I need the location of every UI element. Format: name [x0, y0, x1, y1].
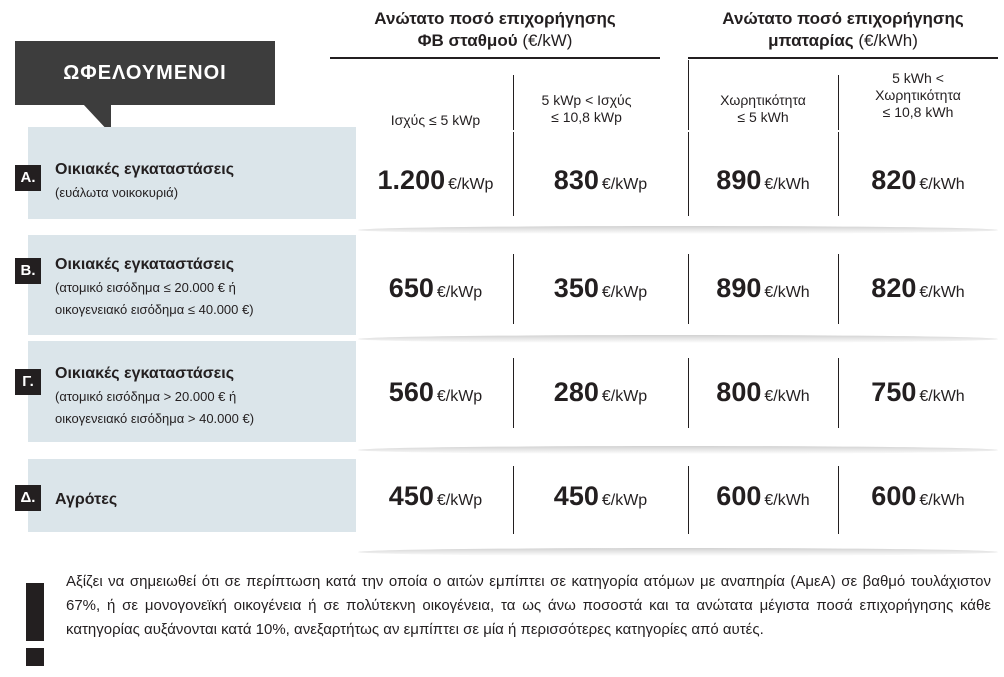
exclamation-icon [26, 583, 44, 641]
row-separator [358, 446, 998, 454]
row-c-badge: Γ. [15, 369, 41, 395]
divider-group-header [688, 60, 689, 130]
value-a-pv-small: 1.200 €/kWp [377, 165, 494, 195]
value-b-pv-large: 350 €/kWp [553, 273, 648, 303]
col-header-battery-large: 5 kWh < Χωρητικότητα ≤ 10,8 kWh [875, 70, 961, 120]
value-a-pv-large: 830 €/kWp [553, 165, 648, 195]
battery-group-title-line2: μπαταρίας [768, 31, 854, 50]
divider-battery-header [838, 75, 839, 130]
value-c-pv-small: 560 €/kWp [388, 377, 483, 407]
row-d-title: Αγρότες [55, 491, 118, 508]
row-b-sub2: οικογενειακό εισόδημα ≤ 40.000 €) [55, 302, 254, 317]
row-separator [358, 548, 998, 556]
footnote: Αξίζει να σημειωθεί ότι σε περίπτωση κατά την οποία ο αιτών εμπίπτει σε κατηγορία ατόμων με αναπηρία (ΑμεΑ) σε βαθμό τουλάχιστον 67%, ή σε μονογονεϊκή οικογένεια ή σε πολύτεκνη οικογένεια, τα ως άνω ποσοστά και τα ανώτατα μέγιστα ποσά επιχορήγησης κάθε κατηγορίας αυξάνονται κατά 10%, ανεξαρτήτως αν εμπίπτει σε μία ή περισσότερες κατηγορίες από αυτές. [66, 573, 991, 638]
battery-group-unit: (€/kWh) [858, 31, 918, 50]
value-d-battery-small: 600 €/kWh [716, 481, 810, 511]
battery-group-title [688, 8, 998, 52]
col-header-battery-small: Χωρητικότητα ≤ 5 kWh [720, 92, 806, 125]
value-c-pv-large: 280 €/kWp [553, 377, 648, 407]
row-a-sub: (ευάλωτα νοικοκυριά) [55, 185, 179, 200]
value-a-battery-small: 890 €/kWh [716, 165, 810, 195]
row-c-sub1: (ατομικό εισόδημα > 20.000 € ή [55, 389, 237, 404]
pv-group-rule [330, 57, 660, 59]
col-header-pv-small: Ισχύς ≤ 5 kWp [390, 112, 481, 128]
pv-group-unit: (€/kW) [522, 31, 573, 50]
exclamation-dot-icon [26, 648, 44, 666]
value-c-battery-large: 750 €/kWh [871, 377, 965, 407]
row-a-badge: Α. [15, 165, 41, 191]
row-b-badge: Β. [15, 258, 41, 284]
beneficiaries-label: ΩΦΕΛΟΥΜΕΝΟΙ [63, 62, 227, 84]
divider-pv-header [513, 75, 514, 130]
row-b-sub1: (ατομικό εισόδημα ≤ 20.000 € ή [55, 280, 236, 295]
value-b-battery-small: 890 €/kWh [716, 273, 810, 303]
col-header-pv-large: 5 kWp < Ισχύς ≤ 10,8 kWp [541, 92, 632, 125]
value-a-battery-large: 820 €/kWh [871, 165, 965, 195]
value-c-battery-small: 800 €/kWh [716, 377, 810, 407]
pv-group-title-line1: Ανώτατο ποσό επιχορήγησης [374, 9, 616, 28]
value-d-pv-large: 450 €/kWp [553, 481, 648, 511]
row-c-sub2: οικογενειακό εισόδημα > 40.000 €) [55, 411, 255, 426]
value-d-pv-small: 450 €/kWp [388, 481, 483, 511]
value-b-pv-small: 650 €/kWp [388, 273, 483, 303]
row-c-title: Οικιακές εγκαταστάσεις [55, 365, 235, 382]
row-separator [358, 335, 998, 343]
pv-group-title [330, 8, 660, 52]
pv-group-title-line2: ΦΒ σταθμού [417, 31, 518, 50]
row-d-badge: Δ. [15, 485, 41, 511]
row-separator [358, 226, 998, 234]
row-b-title: Οικιακές εγκαταστάσεις [55, 256, 235, 273]
battery-group-title-line1: Ανώτατο ποσό επιχορήγησης [722, 9, 964, 28]
value-d-battery-large: 600 €/kWh [871, 481, 965, 511]
value-b-battery-large: 820 €/kWh [871, 273, 965, 303]
battery-group-rule [688, 57, 998, 59]
row-a-title: Οικιακές εγκαταστάσεις [55, 161, 235, 178]
